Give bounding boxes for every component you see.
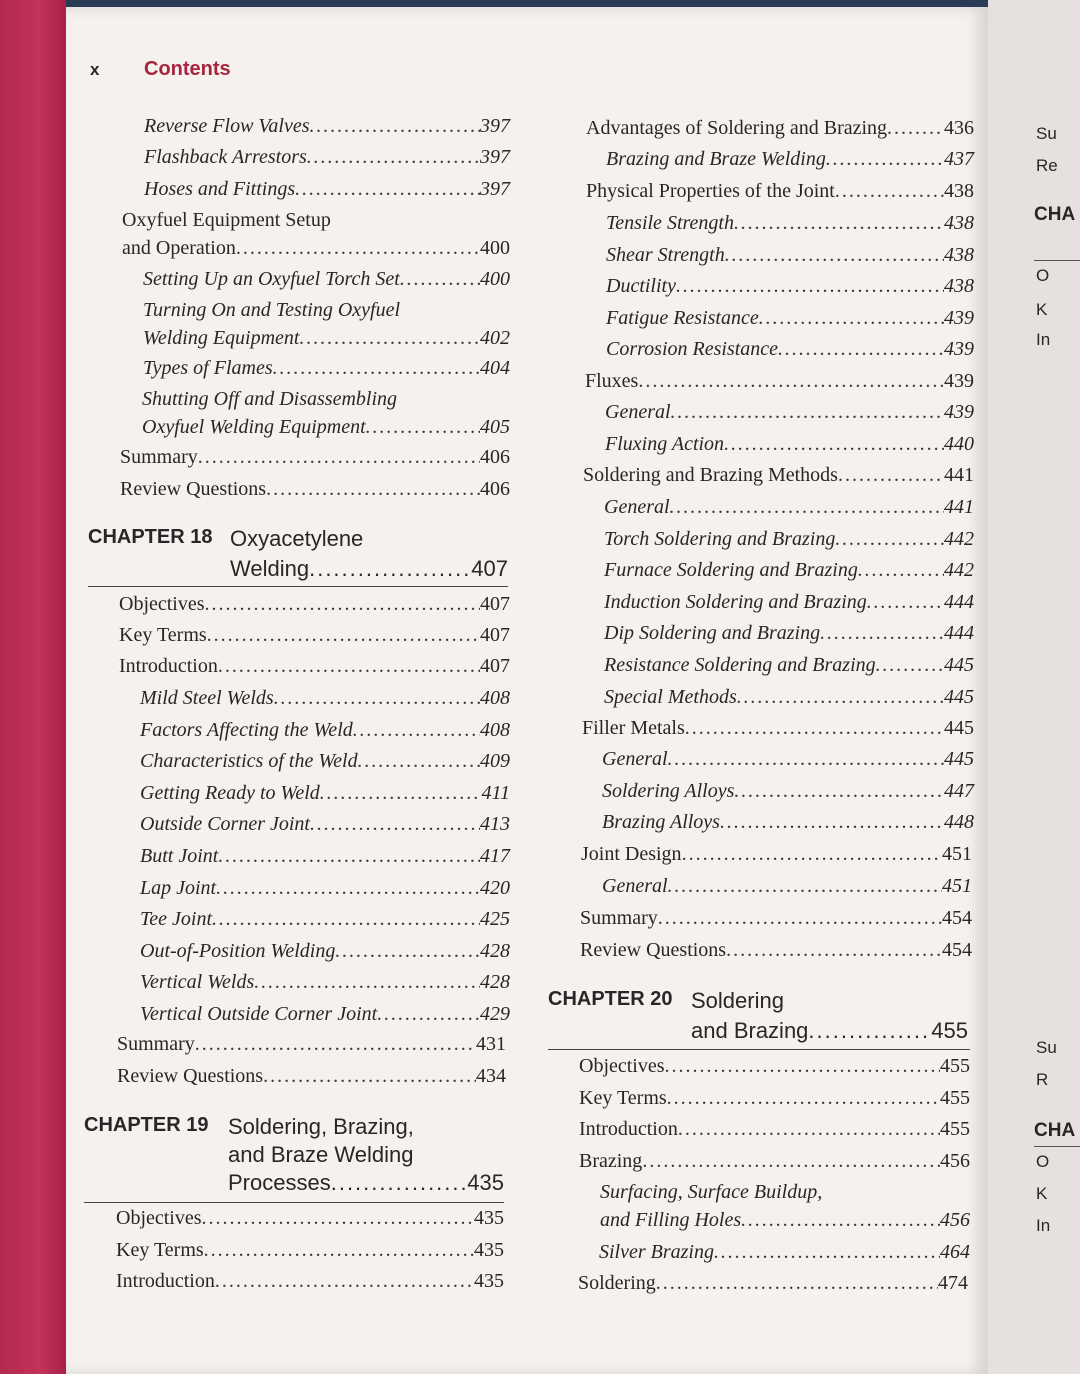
entry-title: Induction Soldering and Brazing [604,590,867,613]
entry-title: Silver Brazing [599,1241,714,1263]
entry-page-number: 402 [480,326,510,349]
dot-leader [198,444,480,470]
entry-page-number: 397 [480,177,510,200]
entry-page-number: 429 [480,1003,510,1025]
entry-title: Filler Metals [582,717,685,739]
entry-page-number: 441 [944,464,974,486]
entry-title: Brazing [579,1149,643,1172]
entry-page-number: 451 [942,875,972,897]
toc-entry[interactable] [579,1148,970,1174]
entry-title: Tee Joint [140,908,213,931]
entry-page-number: 407 [480,655,510,677]
entry-page-number: 455 [940,1118,970,1140]
page-number: x [90,60,100,79]
entry-page-number: 439 [944,370,974,392]
entry-page-number: 435 [474,1238,504,1261]
dot-leader [353,717,480,743]
toc-entry[interactable] [581,841,972,867]
dot-leader [714,1239,940,1265]
facing-page-rule [1034,1146,1080,1147]
entry-page-number: 438 [944,243,974,266]
entry-page-number: 411 [481,781,510,804]
toc-entry[interactable] [119,622,510,648]
entry-title: Soldering [578,1272,656,1294]
entry-title: Summary [580,907,658,929]
entry-page-number: 407 [480,624,510,646]
entry-page-number: 474 [938,1272,968,1294]
entry-page-number: 435 [474,1270,504,1292]
dot-leader [667,1085,940,1111]
dot-leader [867,589,944,615]
toc-entry[interactable] [606,242,974,268]
dot-leader [273,355,480,381]
entry-page-number: 438 [944,212,974,234]
entry-title: Introduction [116,1270,215,1292]
dot-leader [724,431,944,457]
toc-entry[interactable] [119,591,510,617]
toc-entry[interactable] [140,780,510,806]
toc-entry[interactable] [606,273,974,299]
chapter-19-heading [84,1114,504,1206]
entry-page-number: 455 [940,1086,970,1109]
toc-entry[interactable] [600,1207,970,1233]
dot-leader [274,685,480,711]
toc-entry[interactable] [120,476,510,502]
entry-title: Lap Joint [140,876,217,899]
entry-title: Introduction [119,655,218,677]
entry-title: Key Terms [116,1238,204,1261]
chapter-rule [548,1049,970,1050]
toc-entry[interactable] [579,1053,970,1079]
entry-title: Corrosion Resistance [606,338,779,360]
dot-leader [218,843,480,869]
dot-leader [858,557,944,583]
toc-entry[interactable] [143,355,510,381]
chapter-label: CHAPTER 20 [548,988,673,1010]
toc-entry[interactable] [605,431,974,457]
entry-page-number: 413 [480,813,510,836]
entry-title: General [602,875,668,897]
facing-page-fragment: O [1036,1152,1050,1171]
chapter-page-number: 435 [467,1170,504,1195]
toc-entry[interactable] [116,1237,504,1263]
toc-entry[interactable] [144,113,510,139]
dot-leader [307,144,480,170]
toc-entry[interactable] [604,589,974,615]
entry-title: Dip Soldering and Brazing [604,622,821,645]
dot-leader [778,336,944,362]
chapter-title: and Brazing [691,1018,809,1043]
facing-page-fragment: O [1036,266,1050,285]
facing-page-fragment: CHA [1034,1120,1076,1141]
entry-page-number: 436 [944,117,974,139]
chapter-title-entry [691,1018,968,1044]
entry-title: Vertical Outside Corner Joint [140,1003,378,1025]
dot-leader [202,1205,474,1231]
dot-leader [838,462,944,488]
entry-page-number: 400 [480,268,510,290]
entry-page-number: 405 [480,415,510,438]
entry-title: Shear Strength [606,243,725,266]
entry-title: Welding Equipment [143,326,300,349]
toc-entry[interactable] [144,176,510,202]
dot-leader [678,1116,940,1142]
dot-leader [299,325,480,351]
toc-entry[interactable] [140,875,510,901]
entry-page-number: 444 [944,622,974,645]
entry-page-number: 431 [476,1033,506,1055]
entry-page-number: 434 [476,1065,506,1087]
dot-leader [668,873,942,899]
dot-leader [295,176,480,202]
entry-title: Reverse Flow Valves [144,115,310,137]
entry-title: Torch Soldering and Brazing [604,527,836,550]
entry-page-number: 444 [944,590,974,613]
entry-title: Outside Corner Joint [140,813,310,836]
facing-page-fragment: Su [1036,124,1057,143]
dot-leader [254,969,480,995]
entry-page-number: 420 [480,876,510,899]
toc-entry[interactable] [116,1268,504,1294]
entry-title: Review Questions [120,478,267,500]
toc-entry[interactable] [605,399,974,425]
toc-entry[interactable] [580,937,972,963]
entry-page-number: 454 [942,939,972,961]
entry-title: Brazing and Braze Welding [606,148,826,170]
chapter-title-entry [228,1170,504,1196]
dot-leader [658,905,942,931]
toc-entry[interactable] [140,685,510,711]
toc-entry[interactable] [582,715,974,741]
entry-page-number: 451 [942,843,972,865]
entry-page-number: 445 [944,748,974,770]
toc-entry[interactable] [604,684,974,710]
entry-title: Fluxing Action [605,432,725,455]
entry-title: Getting Ready to Weld [140,781,320,804]
dot-leader [266,476,480,502]
dot-leader [737,684,944,710]
entry-title: and Operation [122,237,236,259]
toc-entry[interactable] [140,906,510,932]
entry-title: Soldering and Brazing Methods [583,464,838,486]
entry-title-line: Surfacing, Surface Buildup, [600,1181,823,1203]
dot-leader [377,1001,480,1027]
chapter-20-heading [548,988,970,1052]
dot-leader [734,210,944,236]
entry-page-number: 455 [940,1055,970,1077]
toc-entry[interactable] [585,368,974,394]
chapter-title-line: and Braze Welding [228,1142,414,1167]
entry-title: Resistance Soldering and Brazing [604,654,876,676]
entry-title: Characteristics of the Weld [140,750,358,773]
entry-page-number: 435 [474,1207,504,1229]
toc-entry[interactable] [602,746,974,772]
dot-leader [366,414,480,440]
entry-title: Hoses and Fittings [144,177,296,200]
dot-leader [671,399,944,425]
dot-leader [876,652,944,678]
toc-entry[interactable] [140,843,510,869]
entry-page-number: 448 [944,811,974,833]
toc-entry[interactable] [604,652,974,678]
entry-title: Key Terms [119,624,207,646]
entry-title: Furnace Soldering and Brazing [604,559,858,582]
toc-entry[interactable] [604,526,974,552]
toc-entry[interactable] [144,144,510,170]
entry-page-number: 456 [940,1149,970,1172]
chapter-title-line: Soldering, Brazing, [228,1114,414,1139]
toc-entry[interactable] [140,1001,510,1027]
entry-title-line: Turning On and Testing Oxyfuel [143,299,401,321]
dot-leader [734,778,944,804]
toc-entry[interactable] [122,235,510,261]
dot-leader [310,811,480,837]
facing-page-fragment: In [1036,330,1051,349]
dot-leader [205,591,480,617]
dot-leader [638,368,944,394]
entry-title: Types of Flames [143,357,273,379]
entry-title-line: Shutting Off and Disassembling [142,388,398,410]
toc-entry[interactable] [602,873,972,899]
entry-page-number: 428 [480,939,510,962]
entry-page-number: 438 [944,180,974,202]
dot-leader [263,1063,476,1089]
entry-page-number: 406 [480,478,510,500]
entry-title: General [604,496,670,518]
entry-title: Physical Properties of the Joint [586,180,835,202]
entry-title: Review Questions [117,1065,264,1087]
toc-entry[interactable] [580,905,972,931]
toc-entry[interactable] [606,210,974,236]
entry-title: Objectives [116,1207,202,1229]
dot-leader [826,146,944,172]
chapter-rule [84,1202,504,1203]
entry-page-number: 428 [480,971,510,994]
dot-leader [195,1031,476,1057]
dot-leader [725,242,944,268]
entry-title: Oxyfuel Welding Equipment [142,415,366,438]
dot-leader [358,748,480,774]
dot-leader [741,1207,940,1233]
toc-entry[interactable] [602,809,974,835]
dot-leader [216,875,480,901]
dot-leader [207,622,480,648]
toc-entry[interactable] [140,938,510,964]
entry-page-number: 438 [944,275,974,297]
entry-page-number: 437 [944,148,974,170]
dot-leader [665,1053,940,1079]
toc-entry[interactable] [604,494,974,520]
dot-leader [835,178,944,204]
dot-leader [204,1237,474,1263]
entry-title: Butt Joint [140,845,219,867]
dot-leader [400,266,480,292]
entry-title: Out-of-Position Welding [140,939,336,962]
toc-entry[interactable] [143,325,510,351]
toc-entry[interactable] [119,653,510,679]
facing-page-fragment: R [1036,1070,1049,1089]
toc-entry[interactable] [604,620,974,646]
chapter-title: Welding [230,556,310,581]
entry-title: Summary [117,1033,195,1055]
entry-page-number: 409 [480,750,510,773]
entry-page-number: 464 [940,1241,970,1263]
toc-entry[interactable] [586,178,974,204]
entry-page-number: 440 [944,432,974,455]
entry-title: Objectives [119,593,205,615]
entry-title: Fatigue Resistance [606,306,759,329]
entry-title: Tensile Strength [606,212,734,234]
facing-page-fragment: Re [1036,156,1058,175]
entry-page-number: 447 [944,779,974,802]
dot-leader [320,780,482,806]
dot-leader [820,620,944,646]
facing-page-fragment: CHA [1034,204,1076,225]
entry-page-number: 397 [480,115,510,137]
entry-title: Review Questions [580,939,727,961]
chapter-title-line: Soldering [691,988,784,1013]
toc-entry[interactable] [583,462,974,488]
dot-leader [236,235,480,261]
entry-page-number: 439 [944,338,974,360]
entry-page-number: 442 [944,527,974,550]
chapter-rule [88,586,508,587]
entry-page-number: 406 [480,446,510,468]
entry-title: General [605,401,671,423]
entry-page-number: 397 [480,146,510,169]
toc-entry[interactable] [579,1085,970,1111]
dot-leader [215,1268,474,1294]
entry-title: Objectives [579,1055,665,1077]
dot-leader [835,526,944,552]
book-spine [0,0,66,1374]
dot-leader [676,273,944,299]
entry-title: and Filling Holes [600,1209,742,1231]
entry-title: Key Terms [579,1086,667,1109]
entry-title: Introduction [579,1118,678,1140]
dot-leader [335,938,480,964]
facing-page-edge [988,0,1080,1374]
entry-page-number: 408 [480,718,510,741]
entry-page-number: 425 [480,908,510,931]
entry-page-number: 439 [944,401,974,423]
dot-leader [656,1270,938,1296]
toc-entry[interactable] [140,811,510,837]
running-head: Contents [144,58,231,80]
entry-title: Soldering Alloys [602,779,735,802]
toc-entry[interactable] [599,1239,970,1265]
entry-title: Advantages of Soldering and Brazing [586,117,888,139]
dot-leader [685,715,944,741]
toc-entry[interactable] [606,146,974,172]
toc-entry[interactable] [117,1031,506,1057]
entry-page-number: 454 [942,907,972,929]
entry-page-number: 439 [944,306,974,329]
toc-entry[interactable] [120,444,510,470]
toc-entry[interactable] [602,778,974,804]
toc-entry[interactable] [586,115,974,141]
entry-title-line: Oxyfuel Equipment Setup [122,209,331,231]
entry-page-number: 407 [480,593,510,615]
dot-leader [310,113,481,139]
toc-entry[interactable] [604,557,974,583]
entry-page-number: 404 [480,357,510,379]
entry-title: Fluxes [585,370,639,392]
toc-entry[interactable] [140,969,510,995]
facing-page-fragment: In [1036,1216,1051,1235]
dot-leader [682,841,942,867]
dot-leader [670,494,944,520]
dot-leader [726,937,942,963]
dot-leader [212,906,480,932]
facing-page-rule [1034,260,1080,261]
dot-leader [642,1148,940,1174]
chapter-page-number: 407 [471,556,508,581]
toc-entry[interactable] [578,1270,968,1296]
chapter-title-entry [230,556,508,582]
toc-entry[interactable] [142,414,510,440]
facing-page-fragment: K [1036,300,1048,319]
entry-page-number: 441 [944,496,974,518]
chapter-page-number: 455 [931,1018,968,1043]
toc-entry[interactable] [579,1116,970,1142]
toc-entry[interactable] [606,336,974,362]
chapter-title: Processes [228,1170,331,1195]
entry-page-number: 417 [480,845,510,867]
entry-title: Ductility [606,275,676,297]
entry-title: Mild Steel Welds [140,687,274,709]
entry-title: Factors Affecting the Weld [140,718,353,741]
entry-page-number: 445 [944,654,974,676]
facing-page-fragment: Su [1036,1038,1057,1057]
toc-entry[interactable] [140,717,510,743]
entry-page-number: 445 [944,685,974,708]
entry-title: Brazing Alloys [602,811,720,833]
toc-entry[interactable] [143,266,510,292]
entry-title: Summary [120,446,198,468]
page-top-edge [66,0,988,7]
entry-title: General [602,748,668,770]
toc-entry[interactable] [116,1205,504,1231]
chapter-label: CHAPTER 19 [84,1114,209,1136]
entry-title: Joint Design [581,843,682,865]
entry-page-number: 456 [940,1209,970,1231]
entry-title: Setting Up an Oxyfuel Torch Set [143,268,400,290]
entry-title: Special Methods [604,685,737,708]
entry-page-number: 445 [944,717,974,739]
entry-title: Flashback Arrestors [144,146,307,169]
entry-page-number: 408 [480,687,510,709]
entry-title: Vertical Welds [140,971,255,994]
dot-leader [668,746,944,772]
entry-page-number: 442 [944,559,974,582]
chapter-label: CHAPTER 18 [88,526,213,548]
dot-leader [759,305,944,331]
chapter-18-heading [88,526,508,588]
toc-entry[interactable] [117,1063,506,1089]
dot-leader [218,653,480,679]
entry-page-number: 400 [480,237,510,259]
toc-entry[interactable] [140,748,510,774]
dot-leader [720,809,944,835]
toc-entry[interactable] [606,305,974,331]
chapter-title-line: Oxyacetylene [230,526,364,551]
facing-page-fragment: K [1036,1184,1048,1203]
dot-leader [887,115,944,141]
